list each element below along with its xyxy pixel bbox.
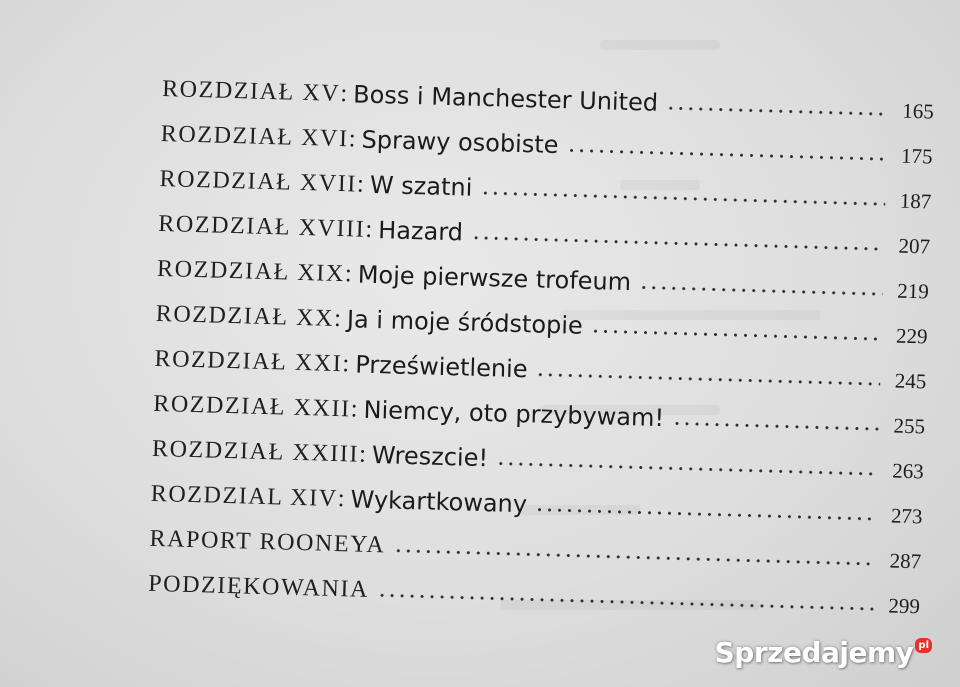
page-number: 165 xyxy=(901,98,935,124)
label-separator: : xyxy=(364,215,373,243)
chapter-label: ROZDZIAŁ XIX xyxy=(156,255,346,288)
watermark-logo xyxy=(715,636,932,669)
dot-leader xyxy=(672,420,879,432)
chapter-title: Wykartkowany xyxy=(350,485,528,519)
chapter-title: Prześwietlenie xyxy=(354,350,528,384)
label-separator: : xyxy=(348,125,356,153)
page-number: 263 xyxy=(891,458,925,484)
label-separator: : xyxy=(337,485,346,513)
chapter-title: W szatni xyxy=(369,170,473,202)
chapter-label: ROZDZIAŁ XX xyxy=(155,300,335,332)
ghost-line xyxy=(600,40,720,50)
chapter-title: Wreszcie! xyxy=(371,440,489,473)
chapter-label: ROZDZIAŁ XV xyxy=(161,75,341,107)
page-number: 273 xyxy=(890,503,923,529)
chapter-title: Moje pierwsze trofeum xyxy=(357,260,632,297)
chapter-label: RAPORT ROONEYA xyxy=(149,525,386,559)
label-separator: : xyxy=(344,260,353,288)
chapter-title: Boss i Manchester United xyxy=(352,80,659,117)
label-separator: : xyxy=(356,170,365,198)
label-separator: : xyxy=(350,395,359,423)
chapter-label: ROZDZIAŁ XXII xyxy=(152,390,352,423)
label-separator: : xyxy=(333,304,342,333)
watermark-badge: pl xyxy=(915,638,932,653)
page-number: 299 xyxy=(888,593,921,619)
page-number: 255 xyxy=(893,413,926,439)
chapter-label: ROZDZIAŁ XVIII xyxy=(158,210,366,243)
dot-leader xyxy=(639,284,883,297)
chapter-label: ROZDZIAL XIV xyxy=(150,480,339,513)
dot-leader xyxy=(666,105,888,117)
chapter-label: ROZDZIAŁ XXI xyxy=(154,345,343,378)
chapter-label: ROZDZIAŁ XVII xyxy=(159,165,358,198)
label-separator: : xyxy=(339,79,348,108)
chapter-title: Sprawy osobiste xyxy=(361,125,559,160)
watermark-text: Sprzedajemy xyxy=(714,636,914,669)
page-number: 175 xyxy=(900,143,933,169)
chapter-label: ROZDZIAŁ XXIII xyxy=(151,435,360,468)
chapter-title: Niemcy, oto przybywam! xyxy=(363,395,665,433)
chapter-title: Ja i moje śródstopie xyxy=(346,305,584,340)
table-of-contents xyxy=(148,58,935,619)
label-separator: : xyxy=(342,350,350,378)
page-number: 287 xyxy=(889,548,922,574)
chapter-title: Hazard xyxy=(377,216,464,247)
chapter-label: PODZIĘKOWANIA xyxy=(147,570,370,603)
page-number: 187 xyxy=(899,188,932,214)
page-number: 229 xyxy=(895,323,928,349)
page-number: 219 xyxy=(896,278,930,304)
chapter-label: ROZDZIAŁ XVI xyxy=(160,120,350,153)
label-separator: : xyxy=(358,440,367,468)
page-number: 245 xyxy=(894,368,927,394)
page-number: 207 xyxy=(898,233,931,259)
dot-leader xyxy=(591,328,882,342)
